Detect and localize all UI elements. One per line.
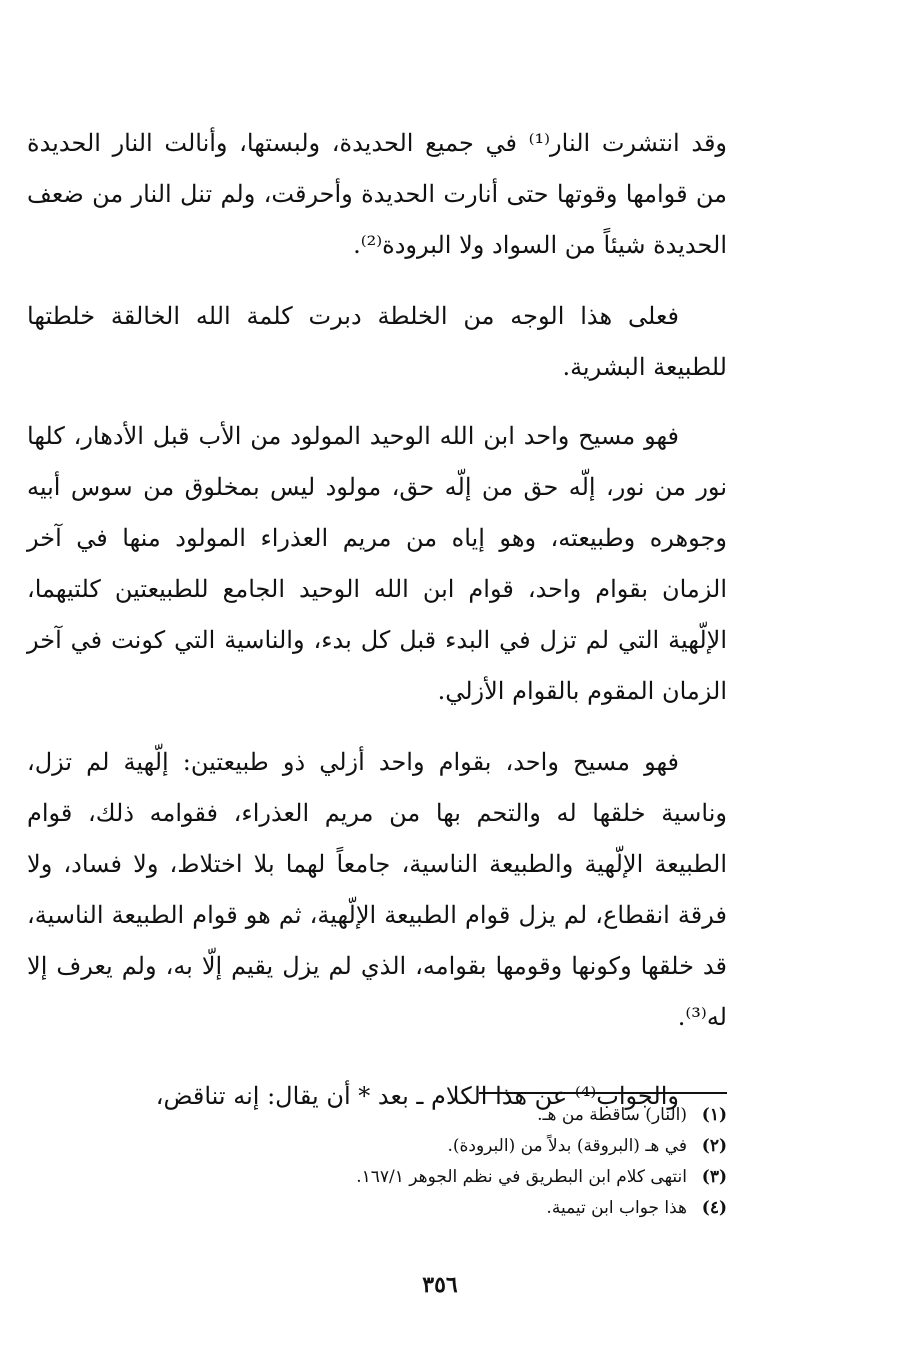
paragraph-2: فعلى هذا الوجه من الخلطة دبرت كلمة الله الخالقة خلطتها للطبيعة البشرية.	[27, 302, 727, 381]
footnote-1	[167, 1100, 727, 1131]
footnotes	[167, 1100, 727, 1224]
main-text	[27, 118, 727, 1142]
paragraph-1: وقد انتشرت النار⁽¹⁾ في جميع الحديدة، ولبستها، وأنالت النار الحديدة من قوامها وقوتها حتى أنارت الحديدة وأحرقت، ولم تنل النار من ضعف الحديدة شيئاً من السواد ولا البرودة⁽²⁾.	[27, 129, 728, 259]
footnote-4	[167, 1193, 727, 1224]
footnote-number: (٣)	[701, 1167, 727, 1187]
footnote-divider	[479, 1092, 727, 1094]
footnote-text: هذا جواب ابن تيمية.	[546, 1198, 687, 1218]
footnote-2	[167, 1131, 727, 1162]
footnote-text: انتهى كلام ابن البطريق في نظم الجوهر ١٦٧/١.	[356, 1167, 687, 1187]
paragraph-4: فهو مسيح واحد، بقوام واحد أزلي ذو طبيعتين: إلّهية لم تزل، وناسية خلقها له والتحم بها من مريم العذراء، فقوامه ذلك، قوام الطبيعة الإلّهية والطبيعة الناسية، جامعاً لهما بلا اختلاط، ولا فساد، ولا فرقة انقطاع، لم يزل قوام الطبيعة الإلّهية، ثم هو قوام الطبيعة الناسية، قد خلقها وكونها وقومها بقوامه، الذي لم يزل يقيم إلّا به، ولم يعرف إلا له⁽³⁾.	[27, 748, 727, 1031]
footnote-text: في هـ (البروقة) بدلاً من (البرودة).	[447, 1136, 687, 1156]
paragraph-3: فهو مسيح واحد ابن الله الوحيد المولود من الأب قبل الأدهار، كلها نور من نور، إلّه حق من إلّه حق، مولود ليس بمخلوق من سوس أبيه وجوهره وطبيعته، وهو إياه من مريم العذراء المولود منها في آخر الزمان بقوام واحد، قوام ابن الله الوحيد الجامع للطبيعتين كلتيهما، الإلّهية التي لم تزل في البدء قبل كل بدء، والناسية التي كونت في آخر الزمان المقوم بالقوام الأزلي.	[27, 422, 727, 705]
footnote-3	[167, 1162, 727, 1193]
footnote-number: (٤)	[701, 1198, 727, 1218]
footnote-text: (النار) ساقطة من هـ.	[537, 1105, 687, 1125]
page-number: ٣٥٦	[422, 1272, 458, 1298]
footnote-number: (١)	[701, 1105, 727, 1125]
footnote-number: (٢)	[701, 1136, 727, 1156]
paragraph-5: والجواب⁽⁴⁾ عن هذا الكلام ـ بعد * أن يقال: إنه تناقض،	[155, 1082, 679, 1110]
